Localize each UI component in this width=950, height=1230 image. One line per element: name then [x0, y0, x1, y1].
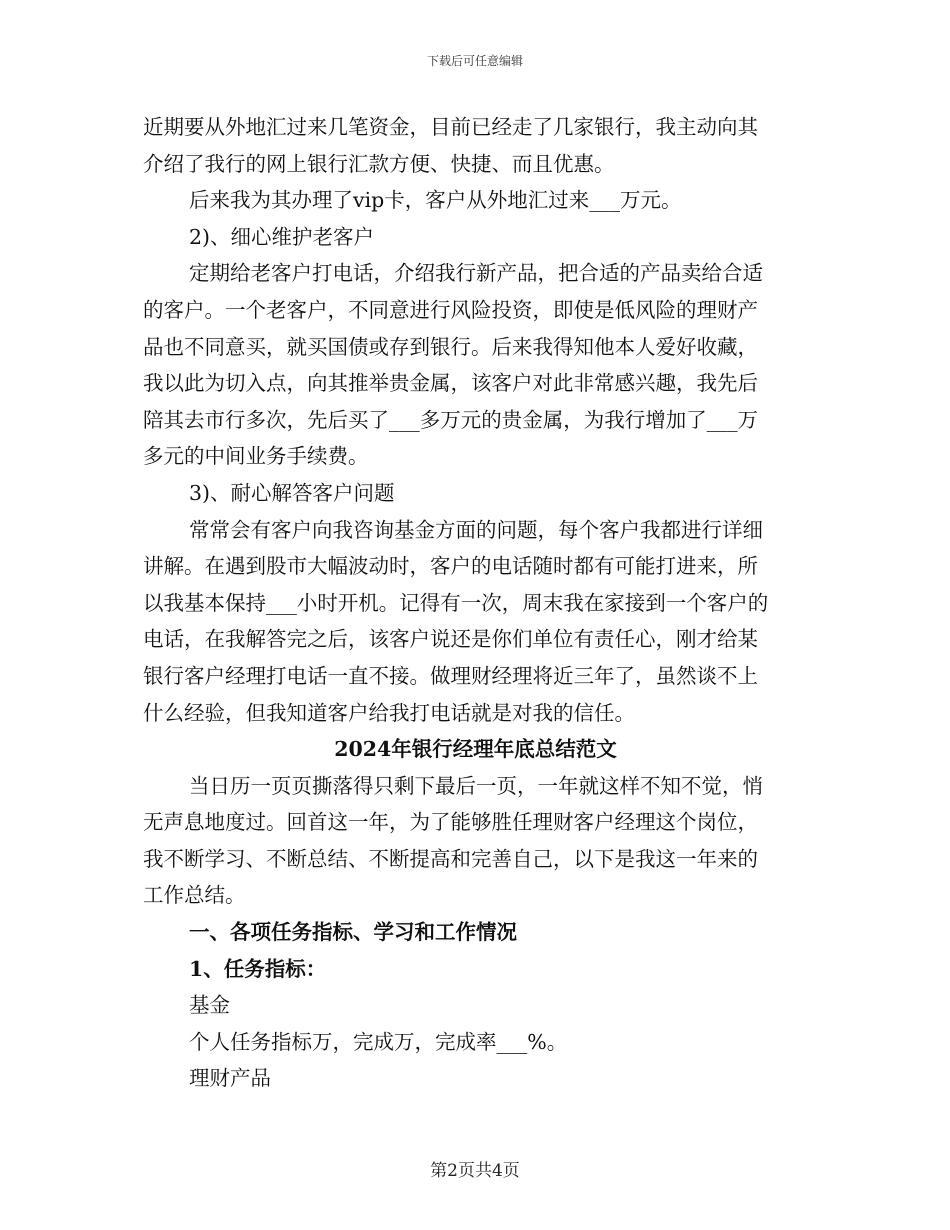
- paragraph-line: 陪其去市行多次，先后买了___多万元的贵金属，为我行增加了___万: [143, 407, 758, 432]
- paragraph-line: 基金: [189, 993, 230, 1018]
- paragraph-line: 工作总结。: [143, 883, 246, 908]
- paragraph-line: 后来我为其办理了vip卡，客户从外地汇过来___万元。: [189, 188, 682, 213]
- paragraph-line: 的客户。一个老客户，不同意进行风险投资，即使是低风险的理财产: [143, 297, 758, 322]
- page-header-note: 下载后可任意编辑: [426, 54, 523, 68]
- paragraph-line: 多元的中间业务手续费。: [143, 444, 369, 469]
- paragraph-line: 我以此为切入点，向其推举贵金属，该客户对此非常感兴趣，我先后: [143, 371, 758, 396]
- paragraph-line: 银行客户经理打电话一直不接。做理财经理将近三年了，虽然谈不上: [143, 663, 758, 688]
- paragraph-line: 3)、耐心解答客户问题: [189, 480, 395, 505]
- paragraph-line: 定期给老客户打电话，介绍我行新产品，把合适的产品卖给合适: [189, 261, 763, 286]
- document-body: [143, 109, 808, 1097]
- paragraph-line: 以我基本保持___小时开机。记得有一次，周末我在家接到一个客户的: [143, 590, 769, 615]
- paragraph-line: 2)、细心维护老客户: [189, 224, 375, 249]
- paragraph-line: 近期要从外地汇过来几笔资金，目前已经走了几家银行，我主动向其: [143, 115, 758, 139]
- section-title: 2024年银行经理年底总结范文: [334, 737, 617, 762]
- paragraph-line: 什么经验，但我知道客户给我打电话就是对我的信任。: [143, 700, 635, 725]
- paragraph-line: 常常会有客户向我咨询基金方面的问题，每个客户我都进行详细: [189, 517, 763, 542]
- paragraph-line: 个人任务指标万，完成万，完成率___%。: [189, 1029, 568, 1054]
- paragraph-line: 当日历一页页撕落得只剩下最后一页，一年就这样不知不觉，悄: [189, 773, 763, 798]
- section-heading: 一、各项任务指标、学习和工作情况: [189, 920, 517, 945]
- paragraph-line: 品也不同意买，就买国债或存到银行。后来我得知他本人爱好收藏，: [143, 334, 758, 359]
- section-heading: 1、任务指标：: [189, 956, 327, 981]
- paragraph-line: 电话，在我解答完之后，该客户说还是你们单位有责任心，刚才给某: [143, 627, 758, 652]
- paragraph-line: 介绍了我行的网上银行汇款方便、快捷、而且优惠。: [143, 151, 615, 176]
- paragraph-line: 无声息地度过。回首这一年，为了能够胜任理财客户经理这个岗位，: [143, 810, 758, 835]
- paragraph-line: 理财产品: [189, 1066, 271, 1091]
- paragraph-line: 讲解。在遇到股市大幅波动时，客户的电话随时都有可能打进来，所: [143, 554, 758, 579]
- page-number: 第2页共4页: [430, 1161, 520, 1181]
- paragraph-line: 我不断学习、不断总结、不断提高和完善自己，以下是我这一年来的: [143, 846, 758, 871]
